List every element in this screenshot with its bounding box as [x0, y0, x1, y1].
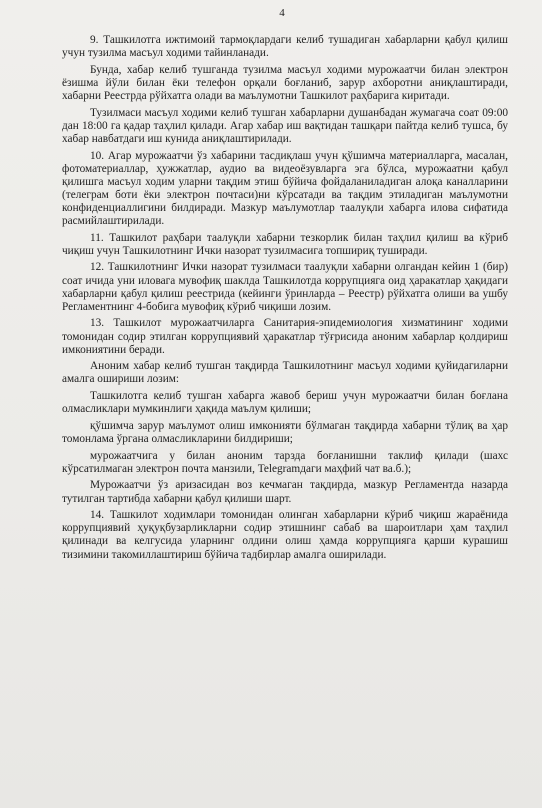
list-item-anonymous-contact: мурожаатчига у билан аноним тарзда боғланишни таклиф қилади (шахс кўрсатилмаган электрон почта манзили, Telegramдаги маҳфий чат ва.б.); [62, 449, 508, 475]
paragraph-14: 14. Ташкилот ходимлари томонидан олинган хабарларни кўриб чиқиш жараёнида коррупциявий ҳуқуқбузарликларни содир этишнинг сабаб ва шароитлари ҳам таҳлил қилинади ва келгусида уларнинг олдини олиш ҳамда коррупцияга қарши курашиш тизимини такомиллаштириш бўйича тадбирлар амалга оширилади. [62, 509, 508, 561]
paragraph-9: 9. Ташкилотга ижтимоий тармоқлардаги келиб тушадиган хабарларни қабул қилиш учун тузилма масъул ходими тайинланади. [62, 34, 508, 60]
paragraph-12: 12. Ташкилотнинг Ички назорат тузилмаси таалуқли хабарни олгандан кейин 1 (бир) соат ичида уни иловага мувофиқ шаклда Ташкилотда коррупцияга оид ҳаракатлар ҳақидаги хабарларни қабул қилиш реестрида (кейинги ўринларда – Реестр) рўйхатга олиши ва ушбу Регламентнинг 4-бобига мувофиқ кўриб чиқиши лозим. [62, 261, 508, 313]
page-number: 4 [279, 7, 285, 19]
list-item-additional-info: қўшимча зарур маълумот олиш имконияти бўлмаган тақдирда хабарни тўлиқ ва ҳар томонлама ўрганa олмасликларини билдириши; [62, 419, 508, 445]
paragraph-11: 11. Ташкилот раҳбари таалуқли хабарни тезкорлик билан таҳлил қилиш ва кўриб чиқиш учун Ташкилотнинг Ички назорат тузилмасига топшириқ туширади. [62, 231, 508, 257]
paragraph-13-anonymous: Аноним хабар келиб тушган тақдирда Ташкилотнинг масъул ходими қуйидагиларни амалга ошириши лозим: [62, 360, 508, 386]
paragraph-9-schedule: Тузилмаси масъул ходими келиб тушган хабарларни душанбадан жумагача соат 09:00 дан 18:00 га қадар таҳлил қилади. Агар хабар иш вақтидан ташқари пайтда келиб тушса, бу хабар навбатдаги иш кунида аниқлаштирилади. [62, 106, 508, 145]
paragraph-13-obligation: Мурожаатчи ўз аризасидан воз кечмаган тақдирда, мазкур Регламентда назарда тутилган тартибда хабарни қабул қилиши шарт. [62, 479, 508, 505]
paragraph-13: 13. Ташкилот мурожаатчиларга Санитария-эпидемиология хизматининг ходими томонидан содир этилган коррупциявий ҳаракатлар тўғрисида аноним хабарлар қолдириш имкониятини беради. [62, 317, 508, 356]
paragraph-9-details: Бунда, хабар келиб тушганда тузилма масъул ходими мурожаатчи билан электрон ёзишма йўли билан ёки телефон орқали боғланиб, зарур ахборотни аниқлаштиради, хабарни Реестрда рўйхатга олади ва маълумотни Ташкилот раҳбарига киритади. [62, 63, 508, 102]
list-item-inform: Ташкилотга келиб тушган хабарга жавоб бериш учун мурожаатчи билан боғлана олмасликлари мумкинлиги ҳақида маълум қилиши; [62, 390, 508, 416]
document-body [62, 34, 508, 562]
paragraph-10: 10. Агар мурожаатчи ўз хабарини тасдиқлаш учун қўшимча материалларга, масалан, фотоматериаллар, ҳужжатлар, аудио ва видеоёзувларга эга бўлса, мурожаатни қабул қилишга масъул ходим уларни тақдим этиш бўйича фойдаланиладиган алоқа каналларини (телеграм боти ёки электрон почтаси)ни кўрсатади ва тақдим этиладиган маълумотни конфиденциаллигини билдиради. Мазкур маълумотлар таалуқли хабарга илова сифатида расмийлаштирилади. [62, 149, 508, 227]
